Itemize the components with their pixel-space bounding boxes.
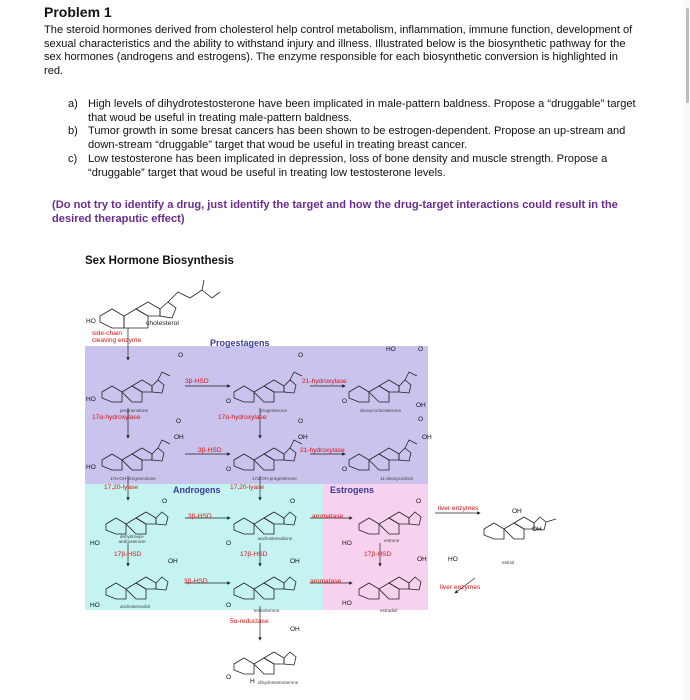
atom-oh: OH [532,526,542,533]
atom-o: O [342,398,348,405]
scrollbar[interactable] [684,0,690,700]
hydroxylase21-enzyme-label-2: 21-hydroxylase [300,447,345,454]
atom-o: O [226,674,232,681]
estriol-label: estriol [502,560,515,565]
atom-oh: OH [290,558,300,565]
atom-o: O [290,498,296,505]
question-b [68,125,638,152]
question-label: a) [68,98,78,110]
atom-ho: HO [342,540,352,547]
question-a [68,98,638,125]
instruction-note: (Do not try to identify a drug, just identify the target and how the drug-target interactions could result in the desired theraputic effect) [52,199,618,225]
atom-o: O [226,466,232,473]
hydroxylase17-enzyme-label-2: 17α-hydroxylase [218,414,267,421]
reductase-enzyme-label: 5α-reductase [230,618,269,625]
intro-paragraph: The steroid hormones derived from cholesterol help control metabolism, inflammation, immune function, development of sexual characteristics and the ability to withstand injury and illness. Illustrated below is the biosynthetic pathway for the sex hormones (androgens and estrogens). The enzyme responsible for each biosynthetic conversion is highlighted in red. [44,24,633,78]
aromatase-enzyme-label-2: aromatase [310,578,342,585]
question-text: High levels of dihydrotestosterone have been implicated in male-pattern baldness. Propose a “druggable” target that woud be useful in treating male-pattern baldness. [88,98,636,124]
pregnenolone-label: pregnenolone [120,408,149,413]
atom-oh: OH [422,434,432,441]
atom-ho: HO [342,600,352,607]
liver-enzymes-label-1: liver enzymes [438,505,479,512]
question-list [68,98,638,180]
hydroxylase21-enzyme-label-1: 21-hydroxylase [302,378,347,385]
atom-o: O [226,540,232,547]
atom-o: O [226,398,232,405]
hsd3-enzyme-label-2: 3β-HSD [198,447,222,454]
liver-enzymes-label-2: liver enzymes [440,584,481,591]
scroll-thumb[interactable] [686,8,689,103]
androstenediol-label: androstenediol [120,604,151,609]
atom-ho: HO [86,464,96,471]
dihydrotestosterone-label: dihydrotestosterone [258,680,299,685]
figure-title: Sex Hormone Biosynthesis [85,255,234,267]
problem-title: Problem 1 [44,4,112,20]
atom-ho: HO [90,540,100,547]
deoxycortisol-label: 11-deoxycortisol [380,476,414,481]
atom-o: O [416,498,422,505]
atom-oh: OH [512,508,522,515]
question-label: b) [68,125,78,138]
testosterone-label: testosterone [254,608,280,613]
question-text: Low testosterone has been implicated in depression, loss of bone density and muscle strength. Propose a “druggable” target that woud be useful in treating low testosterone levels. [88,152,608,179]
hydroxylase17-enzyme-label-1: 17α-hydroxylase [92,414,141,421]
atom-ho: HO [90,602,100,609]
lyase-enzyme-label-1: 17,20-lyase [104,484,139,491]
atom-h: H [250,678,255,685]
atom-o: O [176,418,182,425]
estradiol-label: estradiol [380,608,398,613]
cholesterol-label: cholesterol [146,320,179,327]
side-chain-enzyme-label: side-chain cleaving enzyme [92,330,142,344]
atom-oh: OH [416,402,426,409]
atom-ho: HO [448,556,458,563]
biosynthesis-figure [80,248,610,700]
progesterone-label: progesterone [260,408,288,413]
progestagens-label: Progestagens [210,338,270,348]
atom-oh: OH [174,434,184,441]
atom-o: O [226,602,232,609]
atom-o: O [178,352,184,359]
dhea-label: dehydroepi-androsterone [118,534,146,544]
pathway-arrows [80,248,610,700]
atom-o: O [298,418,304,425]
question-text: Tumor growth in some bresat cancers has been shown to be estrogen-dependent. Propose an up-stream and down-stream “druggable” target that woud be useful in treating breast cancer. [88,125,626,152]
atom-o: O [298,352,304,359]
question-label: c) [68,152,78,165]
oh-progesterone-label: 17α-OH-progesterone [252,476,297,481]
hsd3-enzyme-label-1: 3β-HSD [185,378,209,385]
atom-o: O [418,416,424,423]
aromatase-enzyme-label-1: aromatase [312,513,344,520]
atom-o: O [162,498,168,505]
atom-ho: HO [86,396,96,403]
atom-oh: OH [298,434,308,441]
hsd3-enzyme-label-4: 3β-HSD [184,578,208,585]
atom-o: O [418,346,424,353]
question-c [68,153,638,180]
estrogens-label: Estrogens [330,485,375,495]
atom-oh: OH [168,558,178,565]
hsd17-enzyme-label-2: 17β-HSD [240,551,268,558]
atom-oh: OH [290,626,300,633]
atom-o: O [342,466,348,473]
androgens-label: Androgens [173,485,221,495]
atom-ho: HO [86,318,96,325]
androstenedione-label: androstenedione [258,536,293,541]
atom-oh: OH [417,556,427,563]
estrone-label: estrone [384,538,400,543]
lyase-enzyme-label-2: 17,20-lyase [230,484,265,491]
hsd17-enzyme-label-1: 17β-HSD [114,551,142,558]
hsd17-enzyme-label-3: 17β-HSD [364,551,392,558]
oh-pregnenolone-label: 17α-OH-pregnenolone [110,476,156,481]
hsd3-enzyme-label-3: 3β-HSD [188,513,212,520]
atom-ho: HO [386,346,396,353]
deoxycorticosterone-label: deoxycorticosterone [360,408,402,413]
